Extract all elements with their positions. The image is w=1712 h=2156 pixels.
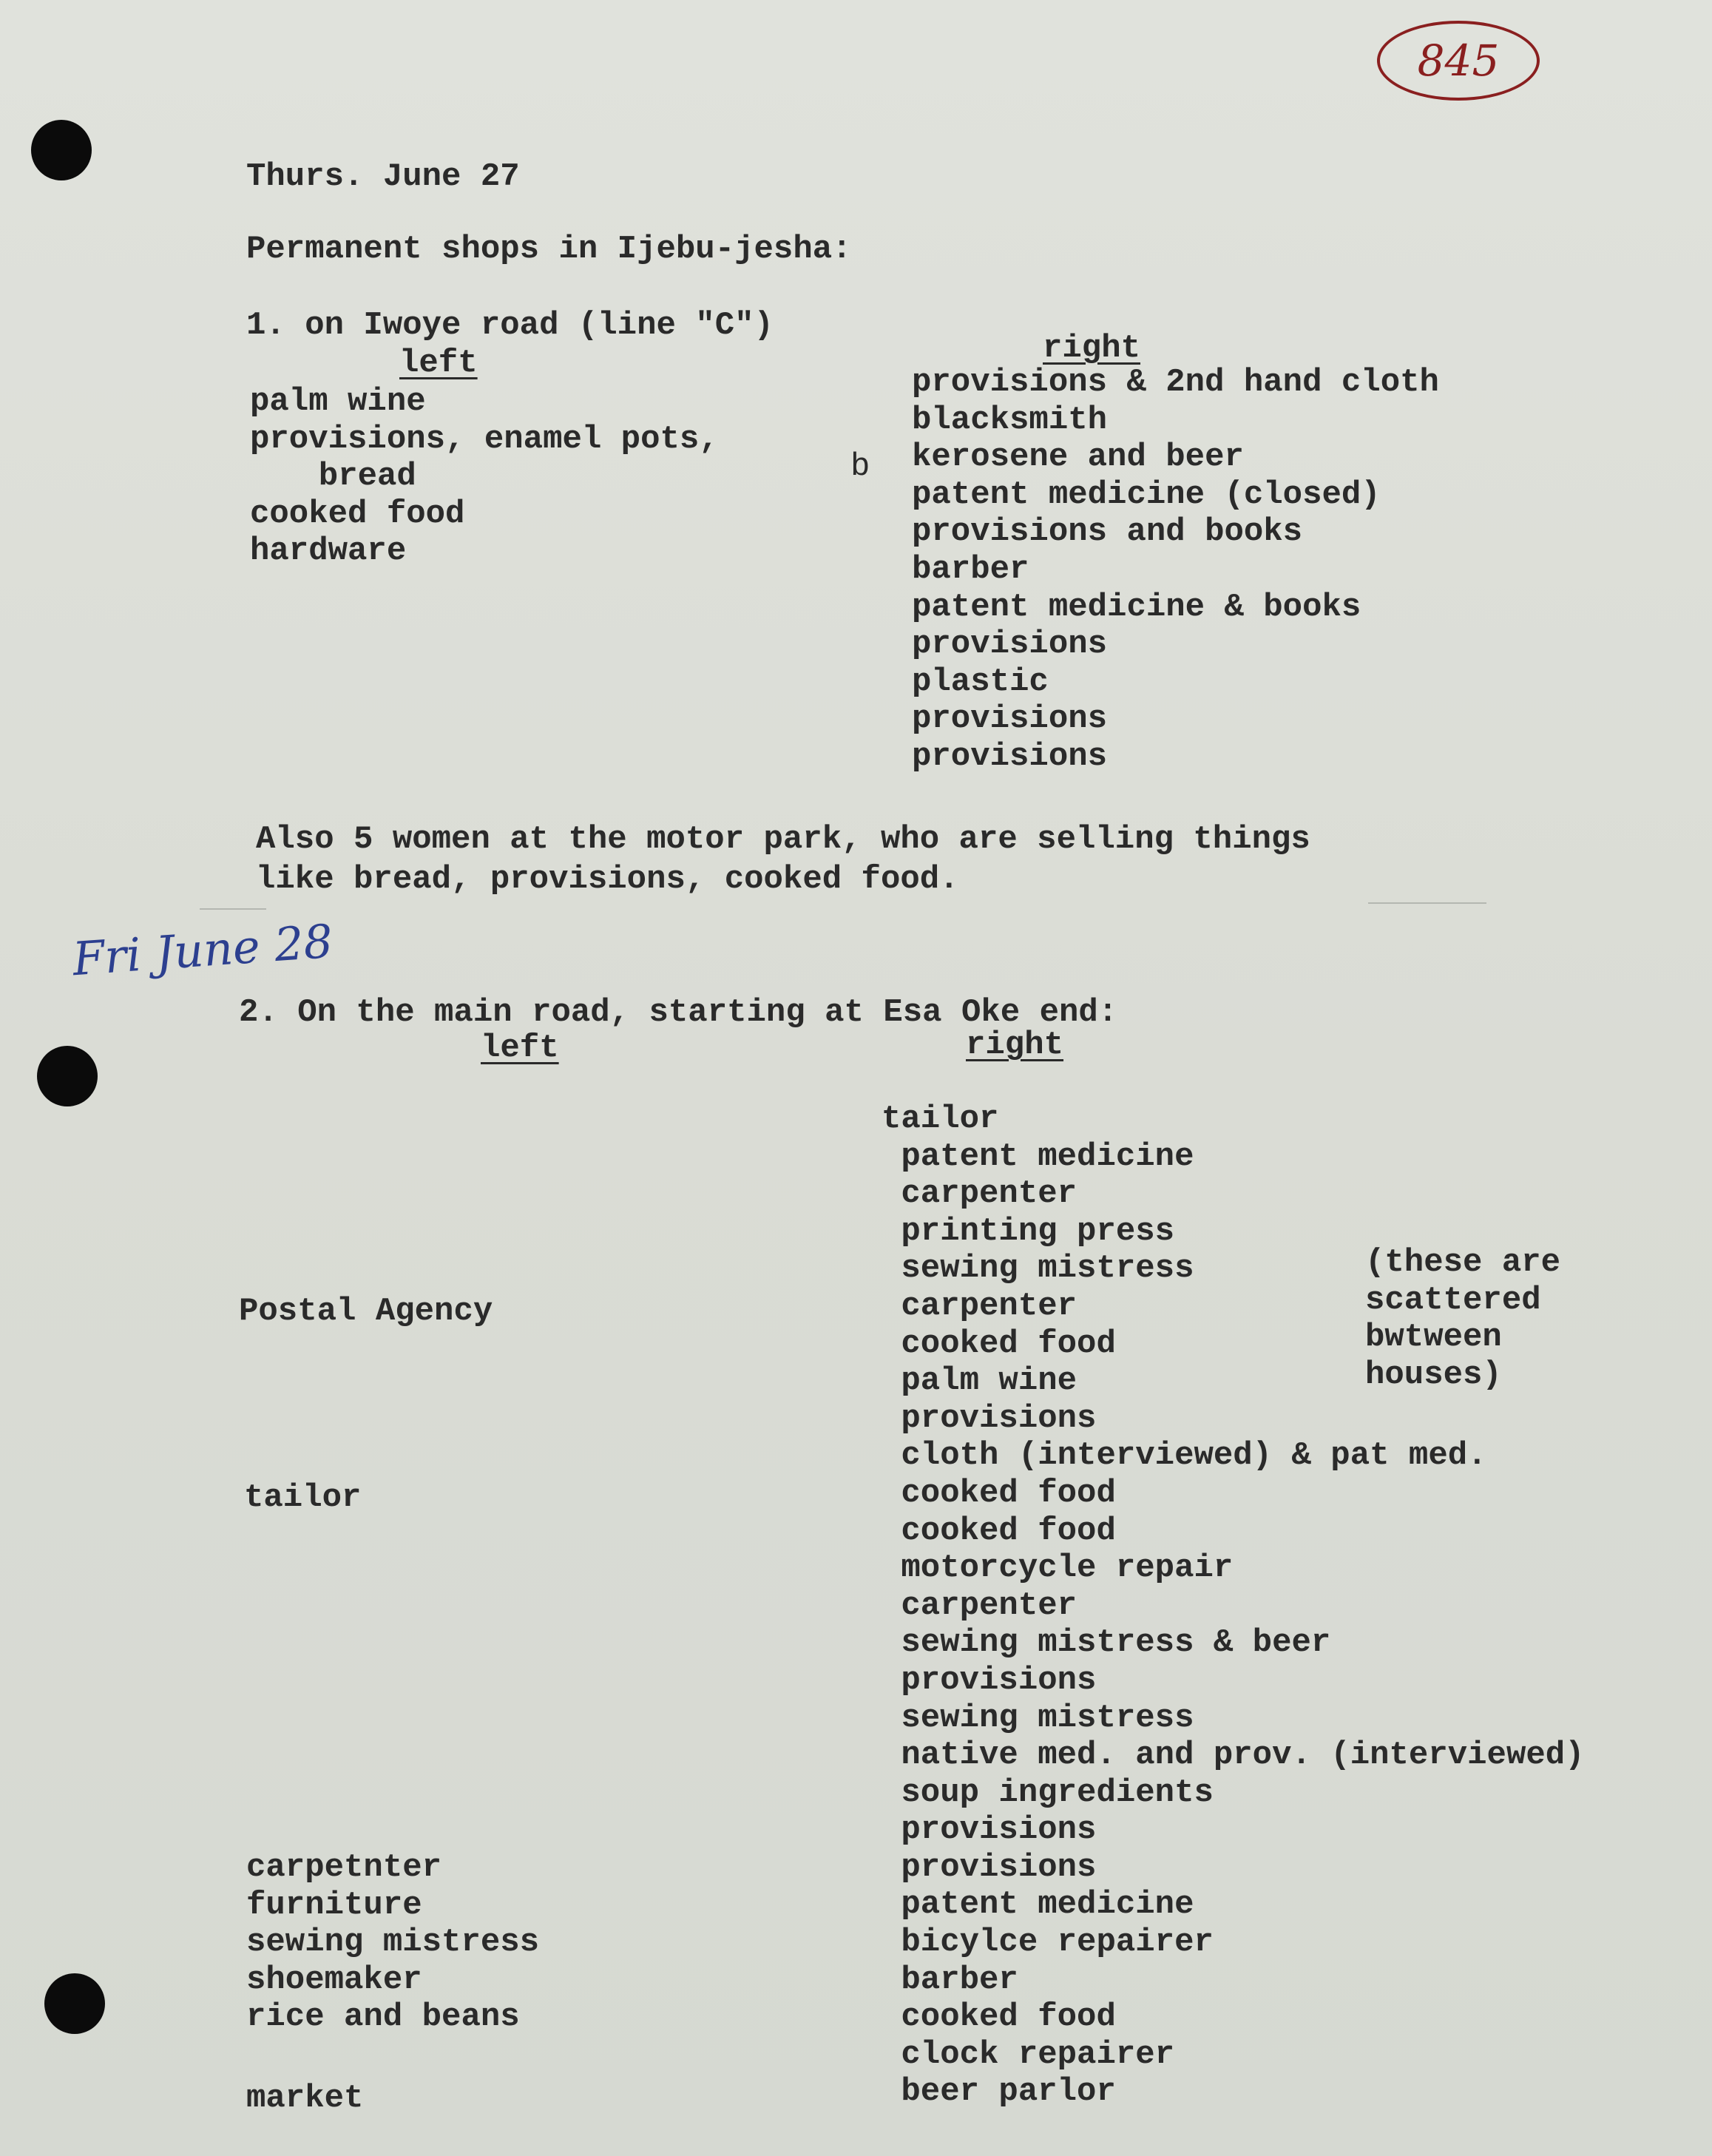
section1-marker: b [850,448,870,485]
list-item: plastic [912,663,1049,700]
section1-right-heading: right [1043,330,1141,367]
list-item: palm wine [250,383,426,420]
list-item: patent medicine & books [912,588,1361,626]
section2-left-postal: Postal Agency [239,1293,493,1330]
list-item: patent medicine (closed) [912,476,1381,513]
note-line: Also 5 women at the motor park, who are selling things [256,821,1310,858]
list-item: cloth (interviewed) & pat med. [882,1437,1487,1475]
list-item: cooked food [882,1325,1116,1362]
section1-right-list [912,364,1439,776]
punch-hole-middle [37,1046,98,1106]
list-item: rice and beans [246,1998,520,2036]
list-item: tailor [882,1101,999,1138]
list-item: carpenter [882,1287,1077,1325]
list-item: motorcycle repair [882,1550,1234,1587]
list-item: cooked food [882,1512,1116,1550]
list-item: cooked food [882,1998,1116,2036]
list-item: native med. and prov. (interviewed) [882,1737,1585,1774]
list-item: provisions [912,626,1108,663]
list-item: bicylce repairer [882,1924,1214,1961]
section2-right-heading: right [966,1027,1064,1064]
list-item: barber [912,550,1029,588]
note-line: bwtween [1365,1319,1502,1356]
list-item: sewing mistress & beer [882,1624,1331,1662]
divider [200,908,266,910]
list-item: carpenter [882,1175,1077,1213]
list-item: sewing mistress [882,1250,1194,1288]
list-item: sewing mistress [882,1699,1194,1737]
section2-left-heading: left [481,1030,559,1067]
list-item: furniture [246,1886,422,1924]
list-item: provisions [882,1661,1097,1699]
list-item: blacksmith [912,401,1108,439]
list-item: patent medicine [882,1886,1194,1924]
list-item: sewing mistress [246,1924,540,1961]
date-heading: Thurs. June 27 [246,158,520,195]
note-line: scattered [1365,1281,1541,1319]
list-item: soup ingredients [882,1774,1214,1811]
list-item: shoemaker [246,1961,422,1998]
list-item: bread [280,458,416,496]
list-item: provisions, enamel pots, [250,420,719,458]
section2-title: 2. On the main road, starting at Esa Oke end: [239,994,1118,1031]
page-heading: Permanent shops in Ijebu-jesha: [246,231,852,268]
list-item: provisions & 2nd hand cloth [912,364,1439,401]
list-item: hardware [250,533,407,570]
list-item: printing press [882,1212,1175,1250]
divider [1368,902,1486,904]
list-item: provisions [912,700,1108,738]
list-item: patent medicine [882,1138,1194,1175]
list-item: cooked food [882,1474,1116,1512]
section2-left-lower-list [246,1849,539,2036]
section1-left-list [250,383,719,570]
list-item: palm wine [882,1362,1077,1400]
list-item: provisions [882,1811,1097,1849]
handwritten-date: Fri June 28 [70,913,335,987]
list-item: carpenter [882,1586,1077,1624]
note-line: like bread, provisions, cooked food. [256,861,959,898]
list-item: carpetnter [246,1849,442,1886]
section1-note [256,820,1310,899]
section2-left-market: market [246,2080,364,2117]
note-line: houses) [1365,1356,1502,1393]
list-item: barber [882,1961,1018,1998]
list-item: kerosene and beer [912,439,1244,476]
list-item: clock repairer [882,2035,1175,2073]
section2-left-tailor: tailor [244,1479,362,1516]
note-line: (these are [1365,1244,1561,1281]
page-number-stamp: 845 [1377,21,1540,101]
list-item: cooked food [250,495,465,533]
section1-left-heading: left [399,345,478,382]
list-item: beer parlor [882,2073,1116,2111]
section1-title: 1. on Iwoye road (line "C") [246,307,774,344]
section2-side-note [1365,1244,1560,1393]
list-item: provisions and books [912,513,1303,551]
list-item: provisions [882,1848,1097,1886]
punch-hole-bottom [44,1973,105,2034]
punch-hole-top [31,120,92,180]
list-item: provisions [882,1399,1097,1437]
list-item: provisions [912,737,1108,775]
